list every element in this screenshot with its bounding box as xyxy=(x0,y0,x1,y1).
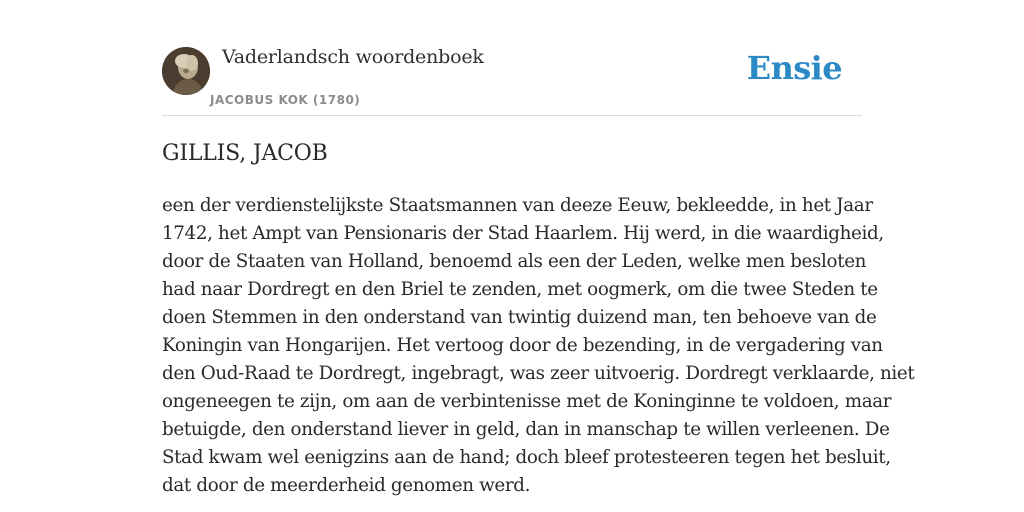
portrait-icon xyxy=(162,47,210,95)
page xyxy=(162,0,915,496)
entry-body xyxy=(162,192,915,500)
brand-logo[interactable]: Ensie xyxy=(746,49,842,87)
header xyxy=(162,0,862,116)
entry-line: 1742, het Ampt van Pensionaris der Stad Haarlem. Hij werd, in die waardigheid, xyxy=(162,223,884,244)
entry-line: dat door de meerderheid genomen werd. xyxy=(162,475,531,496)
author-avatar[interactable] xyxy=(162,47,210,95)
entry-line: had naar Dordregt en den Briel te zenden, met oogmerk, om die twee Steden te xyxy=(162,279,878,300)
entry-line: den Oud-Raad te Dordregt, ingebragt, was zeer uitvoerig. Dordregt verklaarde, niet xyxy=(162,363,915,384)
book-author[interactable]: JACOBUS KOK (1780) xyxy=(210,93,361,107)
entry-title: GILLIS, JACOB xyxy=(162,141,328,166)
entry-line: Stad kwam wel eenigzins aan de hand; doch bleef protesteeren tegen het besluit, xyxy=(162,447,891,468)
entry-line: betuigde, den onderstand liever in geld, dan in manschap te willen verleenen. De xyxy=(162,419,890,440)
entry-line: door de Staaten van Holland, benoemd als een der Leden, welke men besloten xyxy=(162,251,867,272)
entry-line: ongeneegen te zijn, om aan de verbintenisse met de Koninginne te voldoen, maar xyxy=(162,391,892,412)
entry-line: doen Stemmen in den onderstand van twintig duizend man, ten behoeve van de xyxy=(162,307,877,328)
entry-line: Koningin van Hongarijen. Het vertoog door de bezending, in de vergadering van xyxy=(162,335,883,356)
entry-line: een der verdienstelijkste Staatsmannen van deeze Eeuw, bekleedde, in het Jaar xyxy=(162,195,873,216)
book-title[interactable]: Vaderlandsch woordenboek xyxy=(222,46,484,68)
